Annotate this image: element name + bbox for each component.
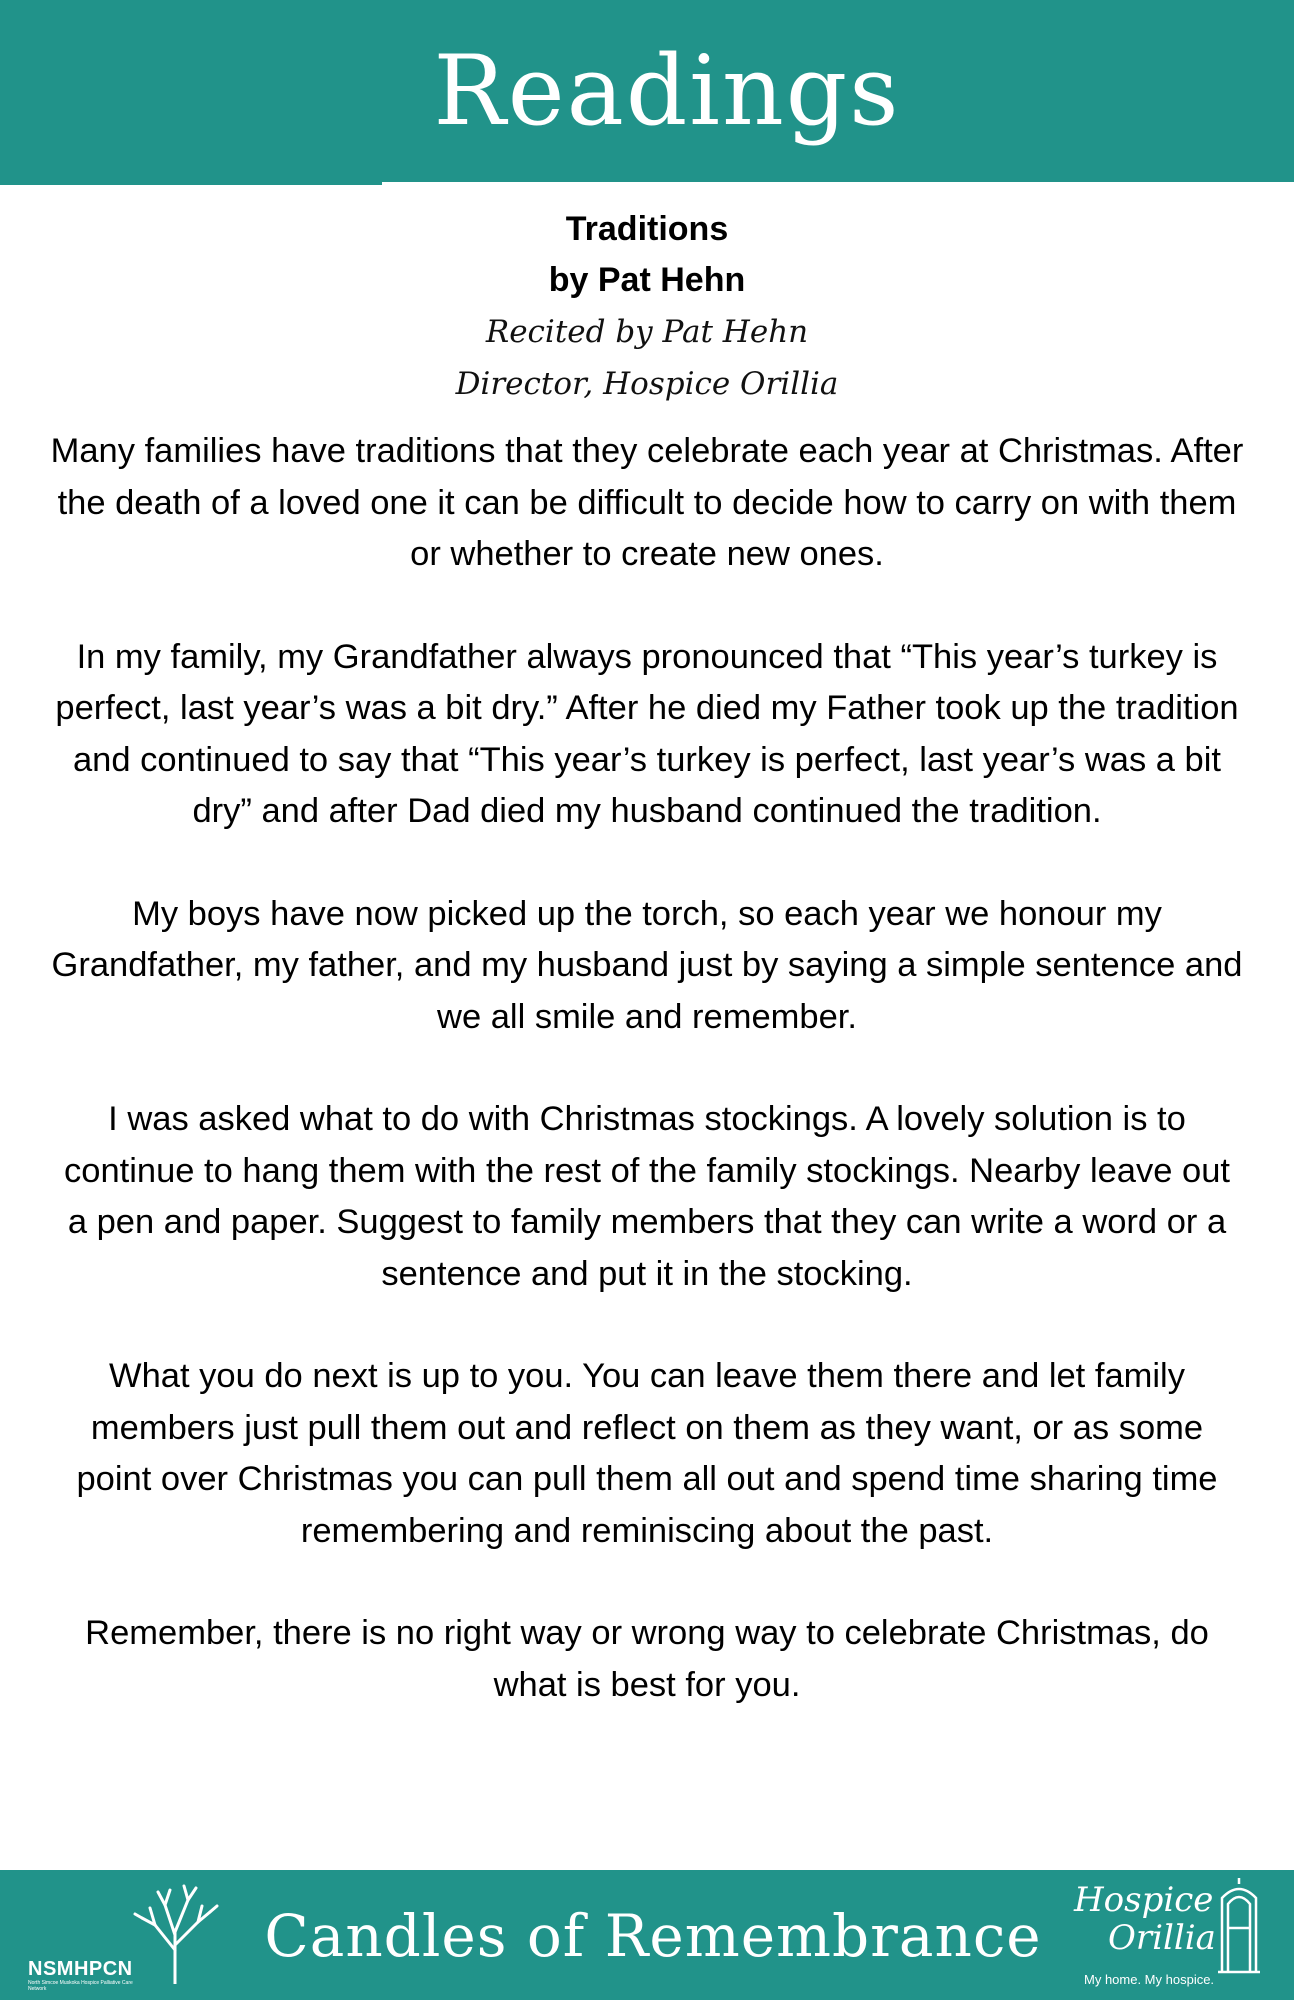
hospice-tagline: My home. My hospice. xyxy=(1084,1972,1215,1987)
paragraph-5: What you do next is up to you. You can leave them there and let family members just pull them out and reflect on them as they want, or as some point over Christmas you can pull them all out and spend time sharing time remembering and reminiscing about the past. xyxy=(76,1357,1218,1550)
hospice-orillia-logo xyxy=(1068,1878,1268,1996)
paragraph-4: I was asked what to do with Christmas stockings. A lovely solution is to continue to hang them with the rest of the family stockings. Nearby leave out a pen and paper. Suggest to family members that they can write a word or a sentence and put it in the stocking. xyxy=(64,1100,1230,1293)
recited-by: Recited by Pat Hehn xyxy=(485,314,809,350)
reading-body xyxy=(40,426,1254,1711)
paragraph-1: Many families have traditions that they celebrate each year at Christmas. After the death of a loved one it can be difficult to decide how to carry on with them or whether to create new ones. xyxy=(50,432,1244,573)
nsmhpcn-logo xyxy=(28,1880,198,1992)
header-underline xyxy=(0,182,382,185)
paragraph-2: In my family, my Grandfather always pronounced that “This year’s turkey is perfect, last year’s was a bit dry.” After he died my Father took up the tradition and continued to say that “This year’s turkey is perfect, last year’s was a bit dry” and after Dad died my husband continued the tradition. xyxy=(55,637,1239,830)
orillia-word: Orillia xyxy=(1108,1918,1216,1958)
nsmhpcn-subtext: North Simcoe Muskoka Hospice Palliative Care Network xyxy=(28,1980,133,1992)
paragraph-3: My boys have now picked up the torch, so each year we honour my Grandfather, my father, and my husband just by saying a simple sentence and we all smile and remember. xyxy=(51,894,1243,1036)
nsmhpcn-text: NSMHPCN xyxy=(28,1958,133,1980)
reading-title: Traditions xyxy=(565,210,729,248)
door-icon xyxy=(1216,1878,1262,1974)
reading-content xyxy=(40,200,1254,1762)
header-banner xyxy=(0,0,1294,182)
footer-banner xyxy=(0,1870,1294,2000)
footer-title: Candles of Remembrance xyxy=(264,1902,1042,1970)
hospice-word: Hospice xyxy=(1074,1880,1214,1920)
reading-author: by Pat Hehn xyxy=(548,261,746,299)
page-title: Readings xyxy=(433,35,901,147)
paragraph-6: Remember, there is no right way or wrong way to celebrate Christmas, do what is best for you. xyxy=(85,1614,1209,1704)
reader-role: Director, Hospice Orillia xyxy=(455,366,839,402)
